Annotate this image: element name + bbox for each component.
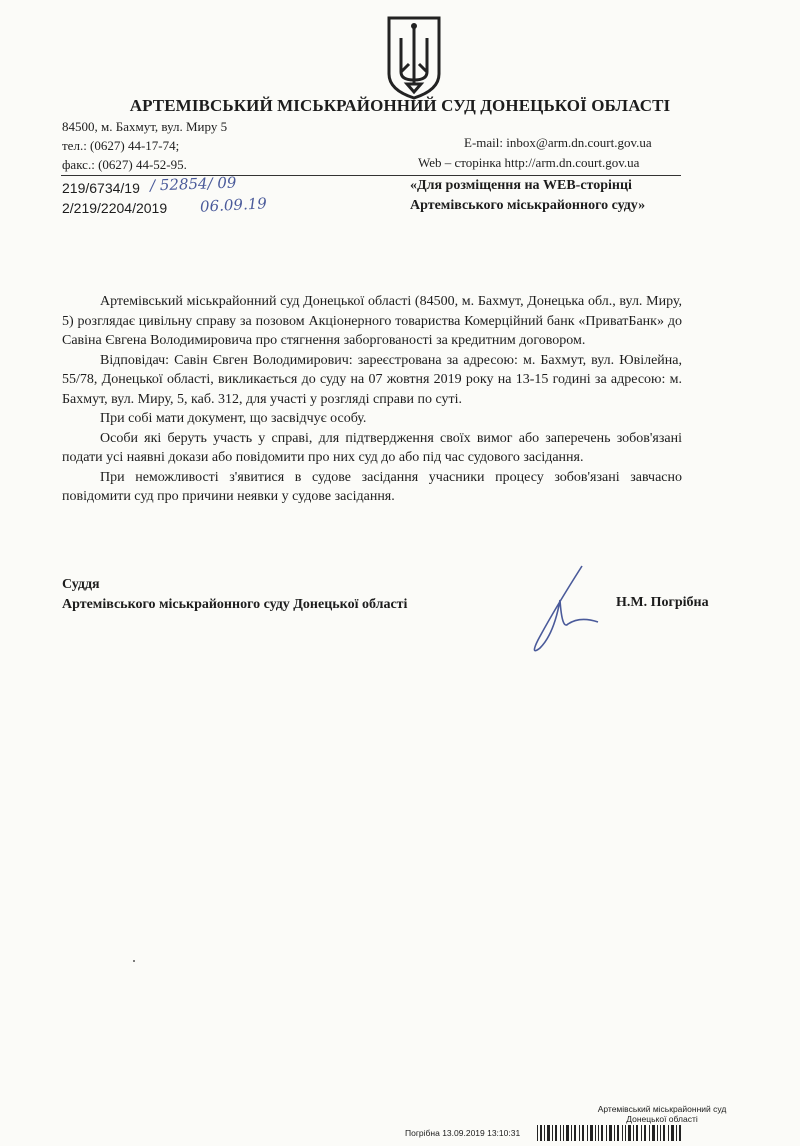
scan-speck [133,960,135,962]
notice-body [62,292,682,507]
notice-paragraph: При собі мати документ, що засвідчує особу. [100,411,367,426]
coat-of-arms-icon [385,14,443,100]
notice-paragraph: Відповідач: Савін Євген Володимирович: зареєстрована за адресою: м. Бахмут, вул. Ювілейна, 55/78, Донецької області, викликається до суду на 07 жовтня 2019 року на 13-15 годині за адресою: м. Бахмут, вул. Миру, 5, каб. 312, для участі у розгляді справи по суті. [62,352,682,407]
handwritten-outgoing-number: / 52854/ 09 [149,173,237,195]
handwritten-date: 06.09.19 [199,194,268,216]
court-fax: факс.: (0627) 44-52-95. [62,157,187,172]
registration-number-case: 219/6734/19 [62,180,140,196]
court-website: Web – сторінка http://arm.dn.court.gov.ua [418,155,640,170]
judge-title: Суддя [62,577,100,592]
recipient-line: «Для розміщення на WEB-сторінці [410,178,632,193]
court-title: АРТЕМІВСЬКИЙ МІСЬКРАЙОННИЙ СУД ДОНЕЦЬКОЇ ОБЛАСТІ [129,96,671,115]
barcode-icon [535,1125,685,1141]
court-phone: тел.: (0627) 44-17-74; [62,138,180,153]
notice-paragraph: Артемівський міськрайонний суд Донецької області (84500, м. Бахмут, Донецька обл., вул. Миру, 5) розглядає цивільну справу за позовом Акціонерного товариства Комерційний банк «ПриватБанк» до Савіна Євгена Володимировича про стягнення заборгованості за кредитним договором. [62,294,682,348]
judge-court: Артемівського міськрайонного суду Донецької області [62,597,408,612]
recipient-block [410,176,645,216]
judge-name: Н.М. Погрібна [616,595,709,610]
notice-paragraph: При неможливості з'явитися в судове засідання учасники процесу зобов'язані завчасно повідомити суд про причини неявки у судове засідання. [62,469,682,504]
stamp-metadata: Погрібна 13.09.2019 13:10:31 [405,1128,521,1138]
recipient-line: Артемівського міськрайонного суду» [410,198,646,213]
judge-title-block [62,575,407,615]
registration-number-proceeding: 2/219/2204/2019 [62,200,168,216]
stamp-court-name: Артемівський міськрайонний суд Донецької області [597,1104,727,1124]
court-email: E-mail: inbox@arm.dn.court.gov.ua [464,135,652,150]
court-address: 84500, м. Бахмут, вул. Миру 5 [62,119,228,134]
notice-paragraph: Особи які беруть участь у справі, для підтвердження своїх вимог або заперечень зобов'язані подати усі наявні докази або повідомити про них суд до або під час судового засідання. [62,430,682,465]
handwritten-signature [524,560,604,660]
